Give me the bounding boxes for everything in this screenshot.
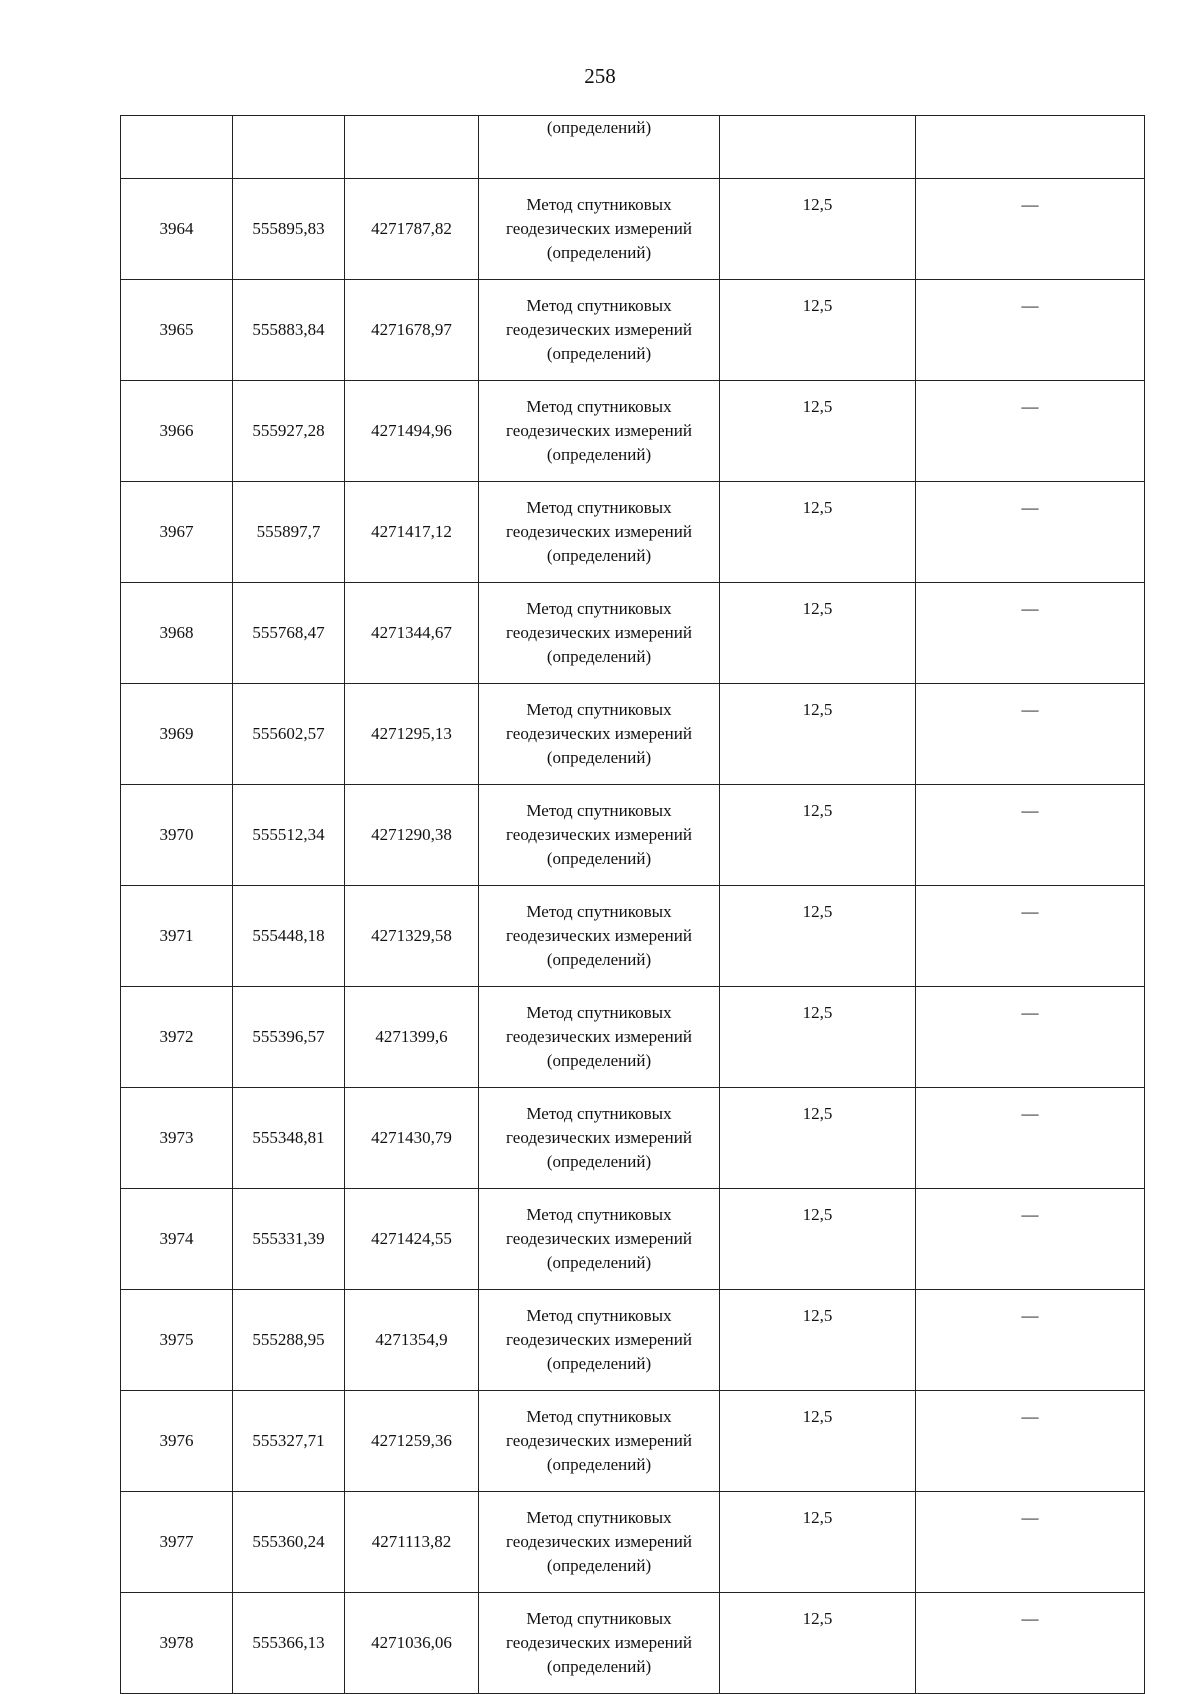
method-line: Метод спутниковых xyxy=(526,296,672,315)
method-line: (определений) xyxy=(546,1354,652,1373)
point-number-cell: 3973 xyxy=(121,1088,233,1189)
x-coordinate-cell: 555897,7 xyxy=(233,482,345,583)
method-line: Метод спутниковых xyxy=(526,1306,672,1325)
point-number-cell: 3972 xyxy=(121,987,233,1088)
method-line: (определений) xyxy=(546,1657,652,1676)
point-number-cell: 3970 xyxy=(121,785,233,886)
method-cell xyxy=(479,987,720,1088)
point-number-cell: 3976 xyxy=(121,1391,233,1492)
point-number-cell: 3975 xyxy=(121,1290,233,1391)
x-coordinate-cell: 555366,13 xyxy=(233,1593,345,1694)
method-line: (определений) xyxy=(546,1455,652,1474)
carryover-description-cell xyxy=(916,116,1145,179)
method-line: геодезических измерений xyxy=(506,219,692,238)
method-line: геодезических измерений xyxy=(506,623,692,642)
method-line: Метод спутниковых xyxy=(526,700,672,719)
y-coordinate-cell: 4271344,67 xyxy=(345,583,479,684)
accuracy-cell: 12,5 xyxy=(720,684,916,785)
table-row xyxy=(121,381,1145,482)
table-row xyxy=(121,886,1145,987)
point-number-cell: 3971 xyxy=(121,886,233,987)
method-line: геодезических измерений xyxy=(506,926,692,945)
accuracy-cell: 12,5 xyxy=(720,1189,916,1290)
method-line: (определений) xyxy=(546,445,652,464)
point-number-cell: 3966 xyxy=(121,381,233,482)
method-line: геодезических измерений xyxy=(506,1229,692,1248)
point-number-cell: 3969 xyxy=(121,684,233,785)
table-row xyxy=(121,785,1145,886)
method-line: геодезических измерений xyxy=(506,1027,692,1046)
carryover-y-cell xyxy=(345,116,479,179)
method-cell xyxy=(479,1593,720,1694)
method-line: Метод спутниковых xyxy=(526,1205,672,1224)
description-cell: — xyxy=(916,482,1145,583)
accuracy-cell: 12,5 xyxy=(720,482,916,583)
table-row xyxy=(121,1189,1145,1290)
carryover-x-cell xyxy=(233,116,345,179)
method-line: Метод спутниковых xyxy=(526,1407,672,1426)
point-number-cell: 3974 xyxy=(121,1189,233,1290)
method-line: (определений) xyxy=(546,1253,652,1272)
x-coordinate-cell: 555768,47 xyxy=(233,583,345,684)
point-number-cell: 3977 xyxy=(121,1492,233,1593)
method-line: Метод спутниковых xyxy=(526,1003,672,1022)
accuracy-cell: 12,5 xyxy=(720,886,916,987)
x-coordinate-cell: 555288,95 xyxy=(233,1290,345,1391)
carryover-accuracy-cell xyxy=(720,116,916,179)
point-number-cell: 3978 xyxy=(121,1593,233,1694)
table-row xyxy=(121,1492,1145,1593)
y-coordinate-cell: 4271329,58 xyxy=(345,886,479,987)
description-cell: — xyxy=(916,684,1145,785)
description-cell: — xyxy=(916,1290,1145,1391)
table-row xyxy=(121,482,1145,583)
method-line: Метод спутниковых xyxy=(526,498,672,517)
method-line: Метод спутниковых xyxy=(526,1104,672,1123)
method-line: (определений) xyxy=(546,748,652,767)
y-coordinate-cell: 4271430,79 xyxy=(345,1088,479,1189)
accuracy-cell: 12,5 xyxy=(720,987,916,1088)
description-cell: — xyxy=(916,280,1145,381)
description-cell: — xyxy=(916,1088,1145,1189)
accuracy-cell: 12,5 xyxy=(720,280,916,381)
method-line: геодезических измерений xyxy=(506,1633,692,1652)
accuracy-cell: 12,5 xyxy=(720,179,916,280)
accuracy-cell: 12,5 xyxy=(720,381,916,482)
x-coordinate-cell: 555348,81 xyxy=(233,1088,345,1189)
x-coordinate-cell: 555327,71 xyxy=(233,1391,345,1492)
description-cell: — xyxy=(916,1391,1145,1492)
point-number-cell: 3967 xyxy=(121,482,233,583)
y-coordinate-cell: 4271399,6 xyxy=(345,987,479,1088)
x-coordinate-cell: 555360,24 xyxy=(233,1492,345,1593)
x-coordinate-cell: 555396,57 xyxy=(233,987,345,1088)
method-line: (определений) xyxy=(546,546,652,565)
method-cell xyxy=(479,1189,720,1290)
point-number-cell: 3965 xyxy=(121,280,233,381)
y-coordinate-cell: 4271295,13 xyxy=(345,684,479,785)
y-coordinate-cell: 4271417,12 xyxy=(345,482,479,583)
accuracy-cell: 12,5 xyxy=(720,1492,916,1593)
table-row xyxy=(121,280,1145,381)
x-coordinate-cell: 555883,84 xyxy=(233,280,345,381)
method-line: геодезических измерений xyxy=(506,320,692,339)
description-cell: — xyxy=(916,583,1145,684)
method-line: (определений) xyxy=(546,344,652,363)
method-cell xyxy=(479,684,720,785)
method-cell xyxy=(479,583,720,684)
method-cell xyxy=(479,1391,720,1492)
x-coordinate-cell: 555331,39 xyxy=(233,1189,345,1290)
method-line: Метод спутниковых xyxy=(526,1508,672,1527)
table-row xyxy=(121,583,1145,684)
x-coordinate-cell: 555927,28 xyxy=(233,381,345,482)
method-cell xyxy=(479,1290,720,1391)
table-body xyxy=(121,116,1145,1694)
method-cell xyxy=(479,886,720,987)
description-cell: — xyxy=(916,1492,1145,1593)
table-row xyxy=(121,1391,1145,1492)
description-cell: — xyxy=(916,1189,1145,1290)
carryover-method-cell: (определений) xyxy=(479,116,720,179)
method-line: (определений) xyxy=(546,1556,652,1575)
method-line: геодезических измерений xyxy=(506,724,692,743)
table-row xyxy=(121,179,1145,280)
y-coordinate-cell: 4271424,55 xyxy=(345,1189,479,1290)
method-line: Метод спутниковых xyxy=(526,801,672,820)
coordinates-table xyxy=(120,115,1145,1694)
y-coordinate-cell: 4271036,06 xyxy=(345,1593,479,1694)
method-line: (определений) xyxy=(546,1051,652,1070)
accuracy-cell: 12,5 xyxy=(720,1391,916,1492)
method-cell xyxy=(479,280,720,381)
method-line: Метод спутниковых xyxy=(526,1609,672,1628)
accuracy-cell: 12,5 xyxy=(720,1088,916,1189)
method-cell xyxy=(479,785,720,886)
accuracy-cell: 12,5 xyxy=(720,1290,916,1391)
method-line: Метод спутниковых xyxy=(526,397,672,416)
method-cell xyxy=(479,1088,720,1189)
point-number-cell: 3968 xyxy=(121,583,233,684)
method-line: Метод спутниковых xyxy=(526,902,672,921)
method-line: (определений) xyxy=(546,849,652,868)
table-row xyxy=(121,1290,1145,1391)
method-line: геодезических измерений xyxy=(506,1532,692,1551)
point-number-cell: 3964 xyxy=(121,179,233,280)
y-coordinate-cell: 4271354,9 xyxy=(345,1290,479,1391)
description-cell: — xyxy=(916,785,1145,886)
method-line: геодезических измерений xyxy=(506,421,692,440)
y-coordinate-cell: 4271678,97 xyxy=(345,280,479,381)
method-line: геодезических измерений xyxy=(506,825,692,844)
method-line: (определений) xyxy=(546,243,652,262)
method-line: Метод спутниковых xyxy=(526,599,672,618)
y-coordinate-cell: 4271787,82 xyxy=(345,179,479,280)
x-coordinate-cell: 555512,34 xyxy=(233,785,345,886)
carryover-row xyxy=(121,116,1145,179)
accuracy-cell: 12,5 xyxy=(720,583,916,684)
description-cell: — xyxy=(916,1593,1145,1694)
table-row xyxy=(121,1593,1145,1694)
accuracy-cell: 12,5 xyxy=(720,785,916,886)
description-cell: — xyxy=(916,179,1145,280)
method-line: геодезических измерений xyxy=(506,1431,692,1450)
y-coordinate-cell: 4271494,96 xyxy=(345,381,479,482)
table-row xyxy=(121,1088,1145,1189)
description-cell: — xyxy=(916,987,1145,1088)
x-coordinate-cell: 555448,18 xyxy=(233,886,345,987)
y-coordinate-cell: 4271113,82 xyxy=(345,1492,479,1593)
method-cell xyxy=(479,179,720,280)
description-cell: — xyxy=(916,886,1145,987)
y-coordinate-cell: 4271290,38 xyxy=(345,785,479,886)
method-line: Метод спутниковых xyxy=(526,195,672,214)
x-coordinate-cell: 555602,57 xyxy=(233,684,345,785)
method-cell xyxy=(479,1492,720,1593)
table-row xyxy=(121,987,1145,1088)
x-coordinate-cell: 555895,83 xyxy=(233,179,345,280)
method-line: геодезических измерений xyxy=(506,1128,692,1147)
description-cell: — xyxy=(916,381,1145,482)
table-row xyxy=(121,684,1145,785)
method-line: геодезических измерений xyxy=(506,1330,692,1349)
method-line: геодезических измерений xyxy=(506,522,692,541)
y-coordinate-cell: 4271259,36 xyxy=(345,1391,479,1492)
method-cell xyxy=(479,482,720,583)
page-number: 258 xyxy=(584,64,616,88)
method-line: (определений) xyxy=(546,647,652,666)
carryover-num-cell xyxy=(121,116,233,179)
method-line: (определений) xyxy=(546,1152,652,1171)
method-cell xyxy=(479,381,720,482)
accuracy-cell: 12,5 xyxy=(720,1593,916,1694)
method-line: (определений) xyxy=(546,950,652,969)
